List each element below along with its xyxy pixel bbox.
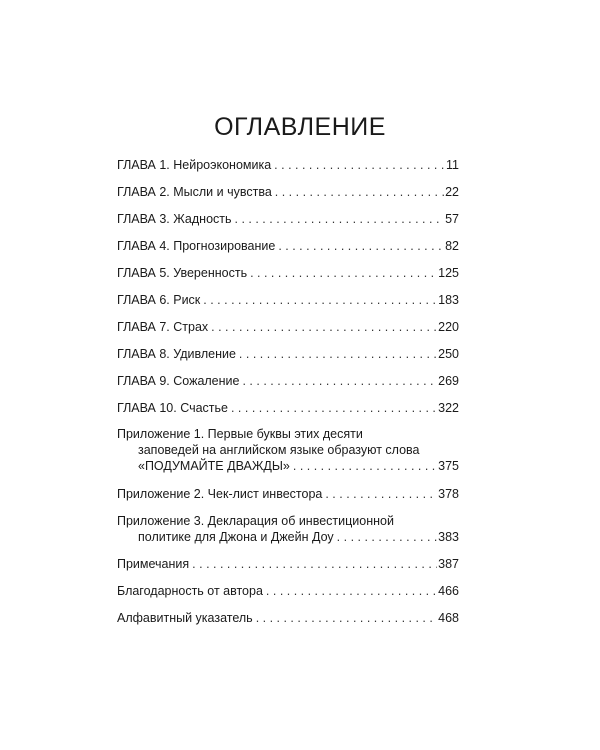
page-title: ОГЛАВЛЕНИЕ [214,113,386,141]
toc-entry-title: ГЛАВА 7. Страх [117,320,209,334]
toc-page-number: 375 [438,459,459,473]
toc-page-number: 250 [438,347,459,361]
toc-entry-title: Примечания [117,557,190,571]
toc-page-number: 468 [438,611,459,625]
toc-entry-appendix-1 [117,426,459,474]
toc-page-number: 57 [445,212,459,226]
toc-entry-index [117,610,459,626]
toc-page-number: 82 [445,239,459,253]
toc-entry-title: ГЛАВА 9. Сожаление [117,374,240,388]
toc-entry-appendix-3 [117,513,459,545]
toc-entry-chapter-6 [117,292,459,308]
toc-page-number: 183 [438,293,459,307]
toc-page-number: 22 [445,185,459,199]
leader-dots [337,529,437,545]
toc-entry-acknowledgements [117,583,459,599]
toc-entry-chapter-3 [117,211,459,227]
leader-dots [266,583,437,599]
toc-page-number: 383 [438,530,459,544]
leader-dots [293,458,437,474]
toc-entry-title: Приложение 3. Декларация об инвестиционной [117,514,394,528]
toc-entry-title: Благодарность от автора [117,584,263,598]
toc-entry-notes [117,556,459,572]
leader-dots [211,319,437,335]
toc-entry-title: ГЛАВА 1. Нейроэкономика [117,158,272,172]
leader-dots [250,265,437,281]
toc-page-number: 322 [438,401,459,415]
toc-entry-title: Приложение 2. Чек-лист инвестора [117,487,323,501]
toc-entry-chapter-9 [117,373,459,389]
toc-page-number: 220 [438,320,459,334]
toc-entry-title: ГЛАВА 8. Удивление [117,347,236,361]
toc-entry-chapter-4 [117,238,459,254]
toc-entry-title-continued: заповедей на английском языке образуют слова [138,443,420,457]
toc-entry-chapter-7 [117,319,459,335]
leader-dots [275,184,444,200]
leader-dots [325,486,437,502]
leader-dots [192,556,437,572]
leader-dots [203,292,437,308]
toc-page-number: 11 [446,158,459,172]
toc-entry-title: Приложение 1. Первые буквы этих десяти [117,427,363,441]
toc-entry-chapter-5 [117,265,459,281]
toc-entry-title: Алфавитный указатель [117,611,253,625]
toc-page-number: 125 [438,266,459,280]
toc-entry-title-continued: «ПОДУМАЙТЕ ДВАЖДЫ» [138,459,290,473]
leader-dots [235,211,445,227]
leader-dots [239,346,437,362]
toc-entry-chapter-1 [117,157,459,173]
toc-page-number: 378 [438,487,459,501]
toc-page-number: 466 [438,584,459,598]
toc-page-number: 387 [438,557,459,571]
toc-entry-title: ГЛАВА 3. Жадность [117,212,232,226]
leader-dots [278,238,444,254]
toc-entry-title: ГЛАВА 2. Мысли и чувства [117,185,272,199]
toc-entry-appendix-2 [117,486,459,502]
toc-entry-chapter-10 [117,400,459,416]
toc-entry-title: ГЛАВА 6. Риск [117,293,201,307]
toc-entry-chapter-2 [117,184,459,200]
toc-entry-title: ГЛАВА 10. Счастье [117,401,228,415]
toc-entry-title: ГЛАВА 4. Прогнозирование [117,239,276,253]
toc-entry-title: ГЛАВА 5. Уверенность [117,266,248,280]
leader-dots [242,373,437,389]
toc-entry-title-continued: политике для Джона и Джейн Доу [138,530,334,544]
toc-page-number: 269 [438,374,459,388]
toc-entry-chapter-8 [117,346,459,362]
leader-dots [274,157,445,173]
leader-dots [256,610,437,626]
leader-dots [231,400,437,416]
